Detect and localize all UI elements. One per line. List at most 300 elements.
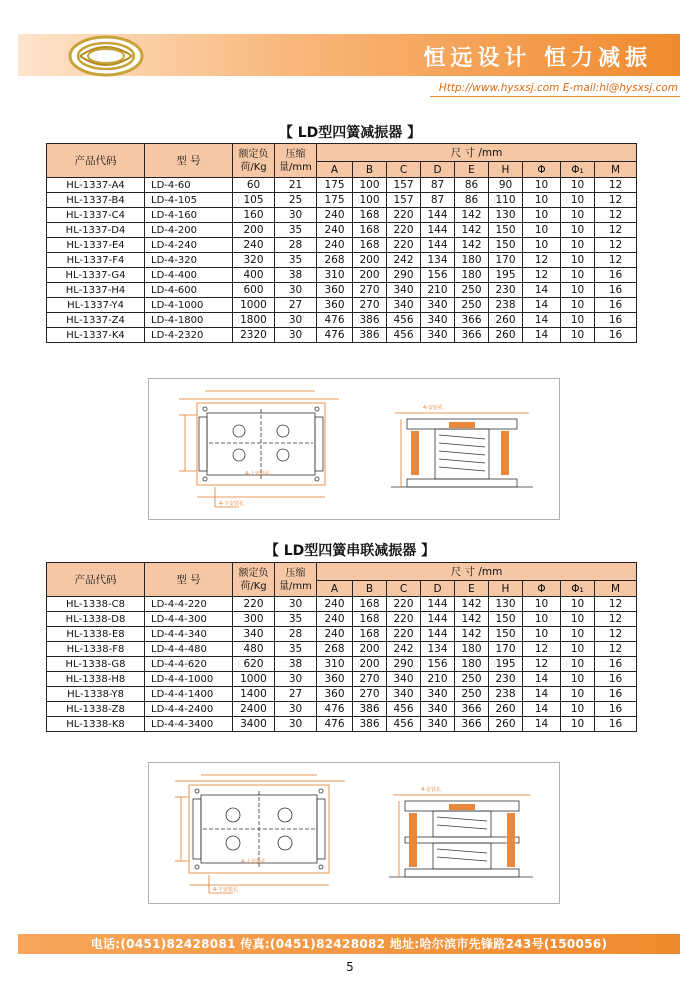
label-bottom-holes: 4-下安装孔 [219,501,244,507]
cell-model: LD-4-600 [145,283,233,298]
table-row [47,672,637,687]
table-cell: 250 [455,283,489,298]
table-cell: 386 [353,313,387,328]
table-cell: 290 [387,268,421,283]
table-cell: 142 [455,223,489,238]
table-cell: 10 [523,223,561,238]
table-cell: 35 [275,612,317,627]
table-cell: 35 [275,253,317,268]
table-row [47,283,637,298]
cell-product-code: HL-1337-H4 [47,283,145,298]
table-cell: 14 [523,283,561,298]
dim-header: H [489,581,523,597]
table-cell: 195 [489,268,523,283]
table-cell: 14 [523,672,561,687]
cell-product-code: HL-1337-Y4 [47,298,145,313]
table-cell: 16 [595,672,637,687]
table-cell: 456 [387,313,421,328]
dim-header: E [455,162,489,178]
table-cell: 38 [275,268,317,283]
table-cell: 35 [275,642,317,657]
table-cell: 200 [353,657,387,672]
table-row [47,313,637,328]
table-cell: 340 [421,687,455,702]
table-cell: 620 [233,657,275,672]
table-cell: 476 [317,328,353,343]
table-cell: 28 [275,238,317,253]
cell-product-code: HL-1337-D4 [47,223,145,238]
table-row [47,208,637,223]
table-cell: 12 [523,642,561,657]
table-cell: 230 [489,672,523,687]
table-cell: 87 [421,193,455,208]
table-cell: 30 [275,328,317,343]
col-header-dimensions: 尺 寸 /mm [317,563,637,581]
col-header-load: 额定负荷/Kg [233,144,275,178]
table-cell: 12 [595,238,637,253]
col-header-model: 型 号 [145,144,233,178]
table-cell: 10 [561,313,595,328]
table-cell: 210 [421,283,455,298]
cell-model: LD-4-400 [145,268,233,283]
table-cell: 170 [489,253,523,268]
table-row [47,597,637,612]
table-cell: 1000 [233,672,275,687]
table-cell: 10 [561,597,595,612]
cell-model: LD-4-2320 [145,328,233,343]
table-cell: 12 [595,253,637,268]
table-cell: 10 [561,193,595,208]
table-cell: 30 [275,672,317,687]
cell-product-code: HL-1338-E8 [47,627,145,642]
table-cell: 10 [561,702,595,717]
table-cell: 10 [523,193,561,208]
table-cell: 2400 [233,702,275,717]
table-cell: 16 [595,702,637,717]
dim-header: Φ [523,581,561,597]
table-cell: 268 [317,642,353,657]
table-cell: 3400 [233,717,275,732]
dim-header: H [489,162,523,178]
label-side-holes: 4-安装孔 [423,405,443,411]
table-cell: 12 [595,208,637,223]
table-cell: 1400 [233,687,275,702]
table-cell: 100 [353,178,387,193]
table-row [47,238,637,253]
table-cell: 1000 [233,298,275,313]
cell-model: LD-4-4-1400 [145,687,233,702]
table-cell: 340 [421,702,455,717]
table-row [47,178,637,193]
table-cell: 220 [387,612,421,627]
col-header-load: 额定负荷/Kg [233,563,275,597]
col-header-compression: 压缩量/mm [275,144,317,178]
contact-web-email: Http://www.hysxsj.com E-mail:hl@hysxsj.com [438,82,678,94]
table-row [47,193,637,208]
cell-product-code: HL-1337-F4 [47,253,145,268]
table-row [47,657,637,672]
table-cell: 200 [353,268,387,283]
table-cell: 14 [523,717,561,732]
table-cell: 16 [595,687,637,702]
table-cell: 150 [489,627,523,642]
table-cell: 10 [561,328,595,343]
cell-model: LD-4-105 [145,193,233,208]
table-cell: 30 [275,283,317,298]
table-cell: 456 [387,717,421,732]
table-cell: 400 [233,268,275,283]
dim-header: B [353,162,387,178]
cell-model: LD-4-240 [145,238,233,253]
table-cell: 30 [275,208,317,223]
dim-header: M [595,581,637,597]
table-cell: 30 [275,313,317,328]
table-row [47,687,637,702]
col-header-compression: 压缩量/mm [275,563,317,597]
table-cell: 220 [387,627,421,642]
table-cell: 366 [455,702,489,717]
label-bottom-holes: 4-下安装孔 [213,887,238,893]
table-cell: 10 [561,238,595,253]
dim-header: C [387,581,421,597]
table-cell: 10 [561,612,595,627]
table-row [47,642,637,657]
table-cell: 12 [523,657,561,672]
table-cell: 38 [275,657,317,672]
table-cell: 480 [233,642,275,657]
table-cell: 200 [353,253,387,268]
table-cell: 238 [489,687,523,702]
table-cell: 238 [489,298,523,313]
cell-model: LD-4-160 [145,208,233,223]
table-cell: 175 [317,193,353,208]
dim-header: A [317,162,353,178]
table-cell: 290 [387,657,421,672]
table-cell: 180 [455,657,489,672]
table-cell: 12 [595,223,637,238]
cell-product-code: HL-1337-Z4 [47,313,145,328]
table-cell: 260 [489,313,523,328]
table-cell: 105 [233,193,275,208]
header-divider [430,96,680,97]
table-cell: 220 [233,597,275,612]
table-cell: 144 [421,627,455,642]
table-cell: 340 [387,687,421,702]
cell-product-code: HL-1337-A4 [47,178,145,193]
table-cell: 220 [387,223,421,238]
table-cell: 250 [455,672,489,687]
table-cell: 200 [233,223,275,238]
table-cell: 10 [561,283,595,298]
table-row [47,627,637,642]
table-cell: 130 [489,597,523,612]
table-cell: 12 [523,268,561,283]
table-cell: 150 [489,612,523,627]
col-header-code: 产品代码 [47,563,145,597]
table-cell: 240 [317,627,353,642]
table-cell: 360 [317,687,353,702]
table-cell: 10 [561,672,595,687]
table-cell: 10 [561,687,595,702]
table-cell: 10 [561,208,595,223]
table-cell: 10 [523,597,561,612]
table-cell: 340 [421,313,455,328]
table-cell: 268 [317,253,353,268]
table-cell: 150 [489,238,523,253]
table-cell: 168 [353,208,387,223]
table-cell: 14 [523,313,561,328]
table-cell: 476 [317,717,353,732]
cell-model: LD-4-4-340 [145,627,233,642]
table-cell: 142 [455,238,489,253]
table-cell: 12 [595,627,637,642]
table-cell: 134 [421,642,455,657]
table-cell: 130 [489,208,523,223]
table-cell: 142 [455,597,489,612]
table-cell: 30 [275,717,317,732]
table-cell: 60 [233,178,275,193]
table-cell: 10 [561,657,595,672]
table-cell: 12 [595,642,637,657]
table-cell: 170 [489,642,523,657]
table-cell: 144 [421,612,455,627]
table-cell: 156 [421,268,455,283]
table-cell: 242 [387,253,421,268]
cell-product-code: HL-1338-H8 [47,672,145,687]
table-cell: 168 [353,238,387,253]
table-cell: 10 [561,178,595,193]
table-cell: 28 [275,627,317,642]
table-cell: 16 [595,313,637,328]
cell-model: LD-4-60 [145,178,233,193]
table-cell: 10 [523,612,561,627]
table-cell: 260 [489,328,523,343]
table-cell: 157 [387,178,421,193]
table-cell: 260 [489,717,523,732]
table-row [47,298,637,313]
table-cell: 16 [595,283,637,298]
table-cell: 360 [317,672,353,687]
table-cell: 12 [523,253,561,268]
dim-header: E [455,581,489,597]
table-cell: 310 [317,268,353,283]
col-header-model: 型 号 [145,563,233,597]
table-cell: 386 [353,702,387,717]
table-cell: 200 [353,642,387,657]
drawing-ld4 [148,378,560,520]
table-cell: 100 [353,193,387,208]
table-cell: 12 [595,178,637,193]
cell-product-code: HL-1337-C4 [47,208,145,223]
table-cell: 27 [275,298,317,313]
dim-header: Φ₁ [561,581,595,597]
table-cell: 21 [275,178,317,193]
cell-model: LD-4-4-220 [145,597,233,612]
table-cell: 25 [275,193,317,208]
label-top-holes: 4-上安装孔 [245,471,270,477]
table-cell: 10 [561,717,595,732]
dim-header: Φ [523,162,561,178]
table-cell: 10 [561,223,595,238]
table-cell: 270 [353,687,387,702]
table-cell: 14 [523,702,561,717]
table-cell: 14 [523,298,561,313]
table-cell: 195 [489,657,523,672]
table-cell: 144 [421,597,455,612]
table-cell: 242 [387,642,421,657]
cell-product-code: HL-1338-F8 [47,642,145,657]
company-slogan: 恒远设计 恒力减振 [423,46,652,71]
table-cell: 240 [317,208,353,223]
table-cell: 600 [233,283,275,298]
table-cell: 360 [317,283,353,298]
table-row [47,702,637,717]
table-cell: 35 [275,223,317,238]
table-cell: 160 [233,208,275,223]
table-cell: 168 [353,223,387,238]
table-cell: 476 [317,313,353,328]
table-cell: 220 [387,597,421,612]
table-cell: 168 [353,597,387,612]
dim-header: M [595,162,637,178]
footer-contact: 电话:(0451)82428081 传真:(0451)82428082 地址:哈尔滨市先锋路243号(150056) [90,937,608,951]
company-logo [66,34,146,78]
table-cell: 270 [353,672,387,687]
cell-model: LD-4-4-1000 [145,672,233,687]
table-cell: 220 [387,208,421,223]
cell-product-code: HL-1338-Z8 [47,702,145,717]
cell-product-code: HL-1337-G4 [47,268,145,283]
table-cell: 340 [387,283,421,298]
table-cell: 16 [595,717,637,732]
cell-model: LD-4-1800 [145,313,233,328]
table-cell: 340 [421,328,455,343]
table-cell: 30 [275,597,317,612]
label-side-holes: 4-安装孔 [421,787,441,793]
table-cell: 10 [523,208,561,223]
spec-table-ld4 [46,143,637,343]
table-cell: 250 [455,687,489,702]
cell-product-code: HL-1337-E4 [47,238,145,253]
cell-product-code: HL-1338-G8 [47,657,145,672]
table-cell: 156 [421,657,455,672]
table-cell: 366 [455,328,489,343]
table-cell: 270 [353,283,387,298]
table-row [47,253,637,268]
table-cell: 340 [421,298,455,313]
cell-product-code: HL-1338-K8 [47,717,145,732]
table-row [47,328,637,343]
table-cell: 14 [523,687,561,702]
table-row [47,612,637,627]
table-cell: 168 [353,612,387,627]
cell-product-code: HL-1338-C8 [47,597,145,612]
table-cell: 30 [275,702,317,717]
cell-product-code: HL-1337-K4 [47,328,145,343]
table-cell: 386 [353,328,387,343]
table-cell: 16 [595,657,637,672]
table-cell: 386 [353,717,387,732]
table-cell: 340 [387,298,421,313]
cell-product-code: HL-1338-Y8 [47,687,145,702]
table-cell: 366 [455,313,489,328]
section2-title: 【 LD型四簧串联减振器 】 [264,543,436,559]
cell-model: LD-4-320 [145,253,233,268]
cell-model: LD-4-4-300 [145,612,233,627]
table-cell: 250 [455,298,489,313]
col-header-dimensions: 尺 寸 /mm [317,144,637,162]
table-cell: 340 [233,627,275,642]
table-cell: 144 [421,208,455,223]
table-cell: 180 [455,642,489,657]
cell-model: LD-4-1000 [145,298,233,313]
table-cell: 12 [595,612,637,627]
table-cell: 144 [421,238,455,253]
table-cell: 10 [561,627,595,642]
table-cell: 86 [455,178,489,193]
table-cell: 340 [421,717,455,732]
table-cell: 16 [595,298,637,313]
dim-header: D [421,162,455,178]
cell-product-code: HL-1337-B4 [47,193,145,208]
table-cell: 240 [317,223,353,238]
table-cell: 14 [523,328,561,343]
dim-header: Φ₁ [561,162,595,178]
table-cell: 240 [317,612,353,627]
table-cell: 110 [489,193,523,208]
table-cell: 150 [489,223,523,238]
cell-model: LD-4-4-620 [145,657,233,672]
table-cell: 10 [523,178,561,193]
table-cell: 175 [317,178,353,193]
table-cell: 134 [421,253,455,268]
page-number: 5 [346,960,354,974]
table-cell: 10 [523,627,561,642]
table-cell: 142 [455,208,489,223]
table-cell: 220 [387,238,421,253]
table-cell: 27 [275,687,317,702]
table-cell: 10 [561,298,595,313]
table-cell: 86 [455,193,489,208]
table-cell: 142 [455,627,489,642]
table-cell: 320 [233,253,275,268]
table-cell: 16 [595,268,637,283]
table-cell: 90 [489,178,523,193]
table-cell: 2320 [233,328,275,343]
table-cell: 12 [595,597,637,612]
cell-model: LD-4-4-480 [145,642,233,657]
table-cell: 456 [387,328,421,343]
label-top-holes: 4-上安装孔 [241,859,266,865]
cell-product-code: HL-1338-D8 [47,612,145,627]
dim-header: A [317,581,353,597]
table-cell: 142 [455,612,489,627]
table-cell: 180 [455,253,489,268]
table-cell: 168 [353,627,387,642]
table-cell: 360 [317,298,353,313]
table-cell: 87 [421,178,455,193]
dim-header: B [353,581,387,597]
table-cell: 144 [421,223,455,238]
cell-model: LD-4-4-2400 [145,702,233,717]
section1-title: 【 LD型四簧减振器 】 [278,125,422,141]
table-row [47,268,637,283]
table-cell: 10 [561,642,595,657]
table-cell: 230 [489,283,523,298]
cell-model: LD-4-4-3400 [145,717,233,732]
table-cell: 157 [387,193,421,208]
table-cell: 260 [489,702,523,717]
